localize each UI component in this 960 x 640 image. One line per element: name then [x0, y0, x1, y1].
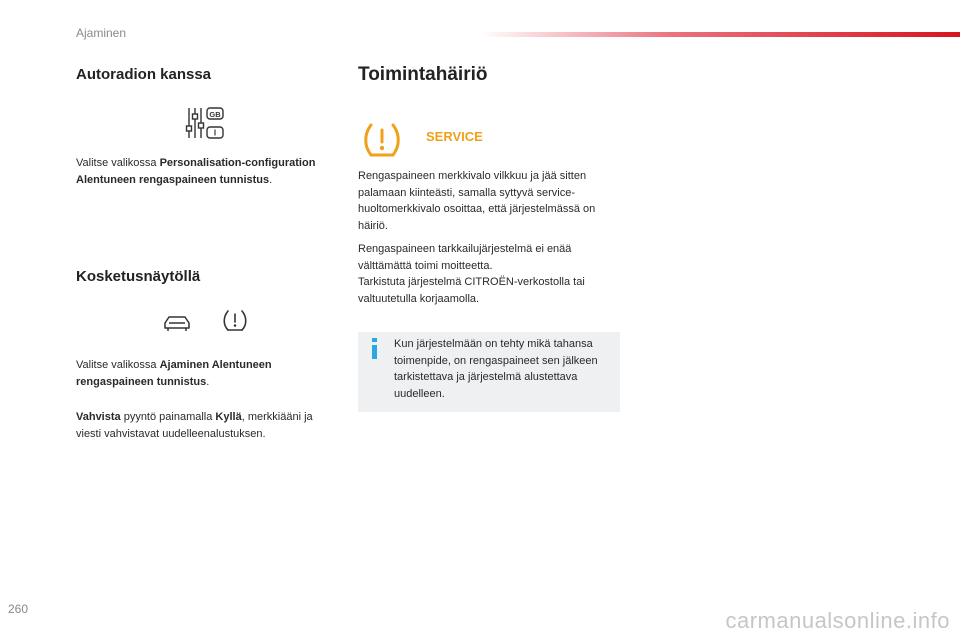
service-warning-icon	[424, 126, 483, 151]
malfunction-advice	[358, 241, 620, 307]
instruction-touchscreen	[76, 357, 326, 390]
settings-sliders-icon	[186, 106, 230, 147]
heading-autoradio: Autoradion kanssa	[76, 66, 212, 83]
info-text: Kun järjestelmään on tehty mikä tahansa toimenpide, on rengaspaineet sen jälkeen tarkistettava ja järjestelmä alustettava uudelleen.	[394, 338, 598, 400]
malfunction-description: Rengaspaineen merkkivalo vilkkuu ja jää sitten palamaan kiinteästi, samalla syttyvä service-huoltomerkkivalo osoittaa, että järjestelmässä on häiriö.	[358, 170, 596, 232]
yes-label: Kyllä	[215, 411, 242, 423]
confirm-instruction	[76, 409, 338, 442]
service-label: SERVICE	[426, 129, 483, 144]
tyre-pressure-icon	[222, 308, 248, 339]
page-number: 260	[8, 602, 29, 616]
advice-line-1: Rengaspaineen tarkkailujärjestelmä ei enää välttämättä toimi moitteetta.	[358, 243, 572, 272]
menu-path: Ajaminen Alentuneen rengaspaineen tunnistus	[76, 359, 272, 388]
confirm-text-end: , merkkiääni ja viesti vahvistavat uudelleenalustuksen.	[76, 411, 313, 440]
info-icon	[368, 338, 382, 365]
confirm-text: pyyntö painamalla	[120, 411, 216, 423]
instruction-prefix: Valitse valikossa	[76, 359, 160, 371]
car-icon	[162, 312, 192, 339]
instruction-suffix: .	[269, 173, 273, 186]
confirm-verb: Vahvista	[76, 411, 121, 423]
i-label: I	[213, 128, 217, 138]
instruction-autoradio	[76, 155, 326, 188]
heading-malfunction: Toimintahäiriö	[358, 64, 488, 85]
tyre-warning-icon	[362, 120, 402, 165]
advice-line-2: Tarkistuta järjestelmä CITROËN-verkostolla tai valtuutetulla korjaamolla.	[358, 276, 585, 305]
heading-touchscreen: Kosketusnäytöllä	[76, 268, 201, 285]
instruction-suffix: .	[206, 375, 210, 388]
instruction-prefix: Valitse valikossa	[76, 157, 160, 169]
gb-label: GB	[209, 109, 221, 119]
header-accent-line	[480, 32, 960, 37]
info-box	[358, 332, 620, 412]
menu-path: Personalisation-configuration Alentuneen rengaspaineen tunnistus	[76, 157, 316, 186]
section-title: Ajaminen	[76, 26, 127, 40]
watermark: carmanualsonline.info	[725, 608, 950, 633]
